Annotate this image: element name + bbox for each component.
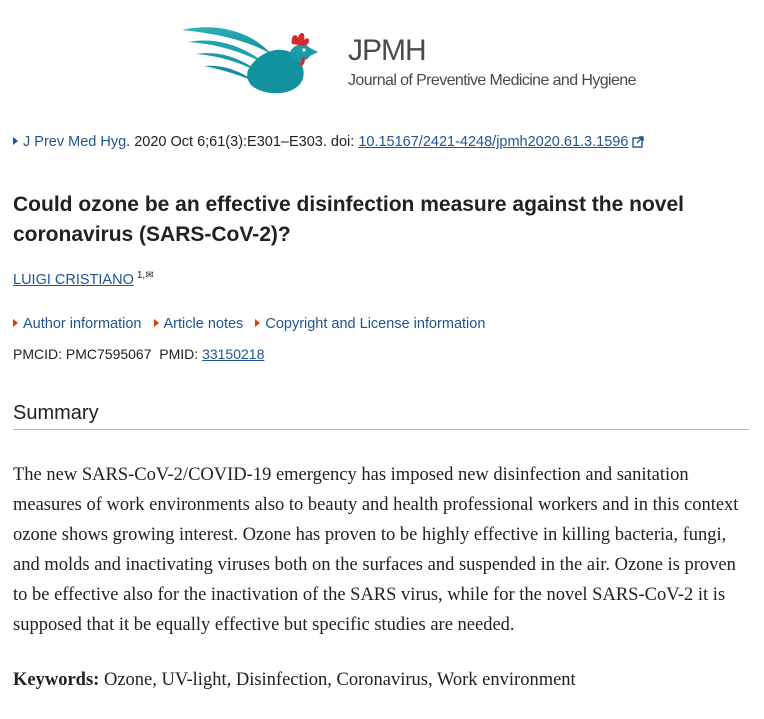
journal-link[interactable]: J Prev Med Hyg — [23, 134, 127, 150]
section-divider — [13, 429, 749, 430]
summary-text: The new SARS-CoV-2/COVID-19 emergency has imposed new disinfection and sanitation measures of work environments also to beauty and health professional workers and in this context ozone shows growing interest. Ozone has proven to be highly effective in killing bacteria, fungi, and molds and inactivating viruses both on the surfaces and suspended in the air. Ozone is proven to be effective also for the inactivation of the SARS virus, while for the novel SARS-CoV-2 it is supposed that it be equally effective but specific studies are needed. — [13, 465, 739, 635]
article-info-links — [13, 316, 493, 332]
journal-full-name: Journal of Preventive Medicine and Hygiene — [348, 72, 636, 89]
author-line — [13, 270, 154, 288]
expand-triangle-icon — [13, 137, 18, 145]
expand-triangle-icon — [154, 319, 159, 327]
citation-details: . 2020 Oct 6;61(3):E301–E303. doi: — [126, 134, 359, 150]
author-link[interactable]: LUIGI CRISTIANO — [13, 271, 134, 288]
expand-triangle-icon — [255, 319, 260, 327]
article-ids — [13, 346, 264, 362]
bird-logo-icon — [178, 22, 323, 97]
external-link-icon[interactable] — [632, 136, 644, 148]
article-title: Could ozone be an effective disinfection measure against the novel coronavirus (SARS-CoV-2)? — [13, 193, 684, 246]
author-information-toggle[interactable]: Author information — [13, 316, 141, 332]
summary-heading: Summary — [13, 402, 99, 424]
expand-triangle-icon — [13, 319, 18, 327]
pmcid-value: PMC7595067 — [65, 346, 152, 362]
author-affiliation-sup[interactable]: 1,✉ — [136, 270, 154, 281]
pmcid-label: PMCID: — [13, 346, 66, 362]
citation-line — [13, 134, 644, 150]
keywords-line — [13, 670, 576, 691]
pmid-link[interactable]: 33150218 — [202, 346, 265, 362]
pmid-label: PMID: — [159, 346, 203, 362]
copyright-license-toggle[interactable]: Copyright and License information — [255, 316, 485, 332]
journal-logo — [178, 22, 636, 102]
doi-link[interactable]: 10.15167/2421-4248/jpmh2020.61.3.1596 — [358, 134, 629, 150]
article-notes-toggle[interactable]: Article notes — [154, 316, 244, 332]
journal-abbrev: JPMH — [348, 34, 426, 67]
keywords-values: Ozone, UV-light, Disinfection, Coronavirus, Work environment — [103, 670, 576, 690]
keywords-label: Keywords: — [13, 670, 100, 690]
